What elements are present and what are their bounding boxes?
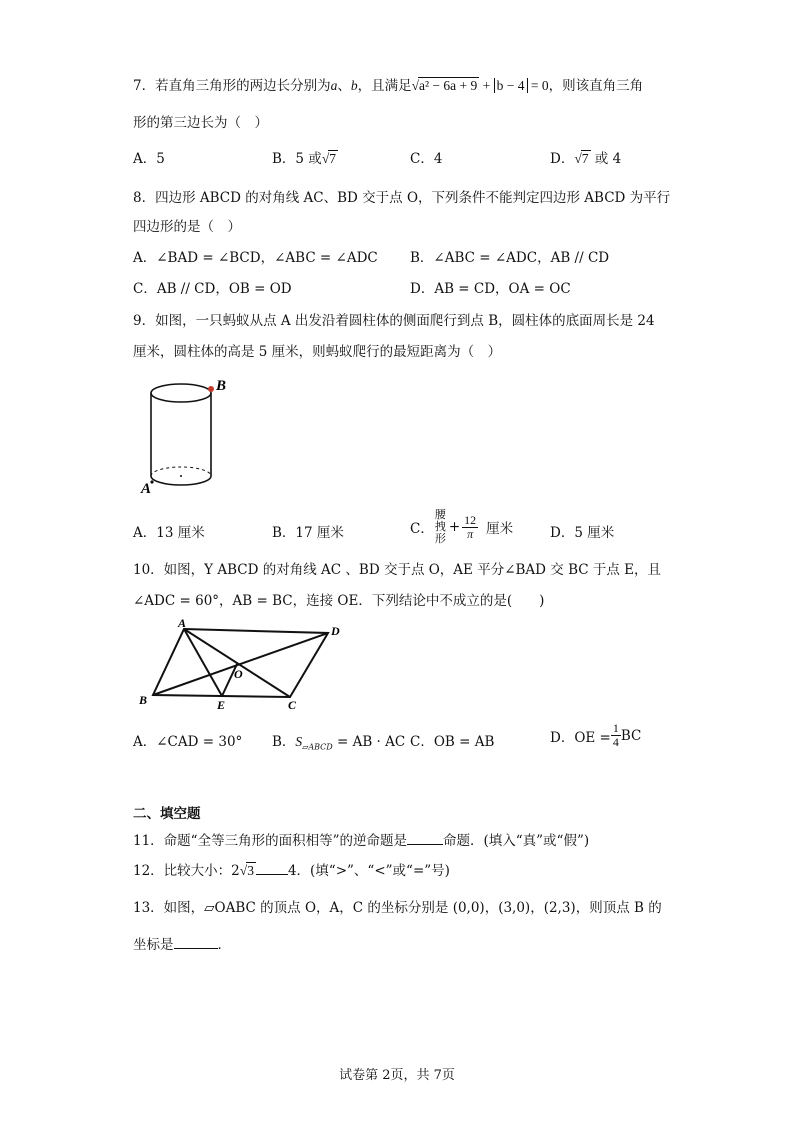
cylinder-figure	[138, 372, 238, 497]
cylinder-top-ellipse	[151, 384, 211, 402]
cylinder-center-dot	[180, 475, 182, 477]
cylinder-bottom-front	[151, 476, 211, 485]
q7-line1: 7．若直角三角形的两边长分别为a、b，且满足√a² − 6a + 9 + b − 4 = 0，则该直角三角	[133, 78, 644, 94]
page-footer: 试卷第 2页，共 7页	[339, 1068, 455, 1083]
q9-option-a: A．13 厘米	[133, 525, 205, 541]
parallelogram-figure	[136, 617, 366, 717]
cylinder-label-a: A	[141, 481, 152, 497]
q9-option-b: B．17 厘米	[272, 525, 344, 541]
figure-label-b: B	[139, 693, 148, 707]
q7-line2: 形的第三边长为（ ）	[133, 115, 268, 131]
q9-line1: 9．如图，一只蚂蚁从点 A 出发沿着圆柱体的侧面爬行到点 B，圆柱体的底面周长是 24	[133, 313, 655, 329]
q11-blank[interactable]	[407, 844, 443, 845]
q10-option-d: D．OE = $\frac{1}{4}$ BC	[550, 721, 642, 749]
cylinder-bottom-back	[151, 467, 211, 476]
section-heading: 二、填空题	[133, 806, 201, 822]
q13-line1: 13．如图，▱OABC 的顶点 O，A，C 的坐标分别是 (0,0)，(3,0)，(2,3)，则顶点 B 的	[133, 900, 662, 916]
cylinder-label-b: B	[216, 378, 227, 394]
q10-option-b: B．$S_{▱ABCD}$ = AB · AC	[272, 734, 406, 752]
q10-line1: 10．如图，Y ABCD 的对角线 AC 、BD 交于点 O，AE 平分∠BAD 交 BC 于点 E，且	[133, 562, 662, 578]
q10-line2: ∠ADC = 60°，AB = BC，连接 OE．下列结论中不成立的是( )	[133, 593, 545, 609]
q8-option-b: B．∠ABC = ∠ADC，AB // CD	[410, 250, 610, 266]
point-b-marker	[208, 386, 214, 392]
segment-ae	[184, 629, 222, 696]
q8-option-d: D．AB = CD，OA = OC	[410, 281, 571, 297]
q9-line2: 厘米，圆柱体的高是 5 厘米，则蚂蚁爬行的最短距离为（ ）	[133, 344, 502, 360]
q8-option-a: A．∠BAD = ∠BCD，∠ABC = ∠ADC	[133, 250, 378, 266]
q9-option-d: D．5 厘米	[550, 525, 615, 541]
diagonal-bd	[153, 633, 328, 695]
q9-option-c-stack: 腰 拽 形	[434, 508, 446, 545]
q8-line1: 8．四边形 ABCD 的对角线 AC、BD 交于点 O，下列条件不能判定四边形 ABCD 为平行	[133, 190, 671, 206]
figure-label-e: E	[217, 698, 226, 712]
q10-option-a: A．∠CAD = 30°	[133, 734, 243, 750]
q12-blank[interactable]	[256, 874, 288, 875]
q11-line: 11．命题“全等三角形的面积相等”的逆命题是 命题．(填入“真”或“假”)	[133, 833, 590, 849]
q13-line2: 坐标是 ．	[133, 937, 231, 953]
figure-label-d: D	[331, 624, 340, 638]
q12-line: 12．比较大小：2√3 4．(填“>”、“<”或“=”号)	[133, 863, 450, 879]
q7-number: 7．	[133, 78, 156, 94]
q7-option-d: D．√7 或 4	[550, 151, 622, 167]
q9-option-c: C． 腰 拽 形 + $\frac{12}{\pi}$ 厘米	[410, 508, 514, 545]
figure-label-c: C	[288, 698, 297, 712]
q10-option-c: C．OB = AB	[410, 734, 495, 750]
q7-option-c: C．4	[410, 151, 443, 167]
q8-line2: 四边形的是（ ）	[133, 219, 241, 235]
q7-radicand: a² − 6a + 9	[419, 78, 478, 93]
q7-option-a: A．5	[133, 151, 165, 167]
q7-abs: b − 4	[494, 78, 528, 93]
figure-label-a: A	[178, 617, 187, 630]
q8-option-c: C．AB // CD，OB = OD	[133, 281, 292, 297]
diagonal-ac	[184, 629, 290, 697]
q7-option-b: B．5 或√7	[272, 151, 336, 167]
figure-label-o: O	[234, 667, 243, 681]
q13-blank[interactable]	[174, 948, 218, 949]
